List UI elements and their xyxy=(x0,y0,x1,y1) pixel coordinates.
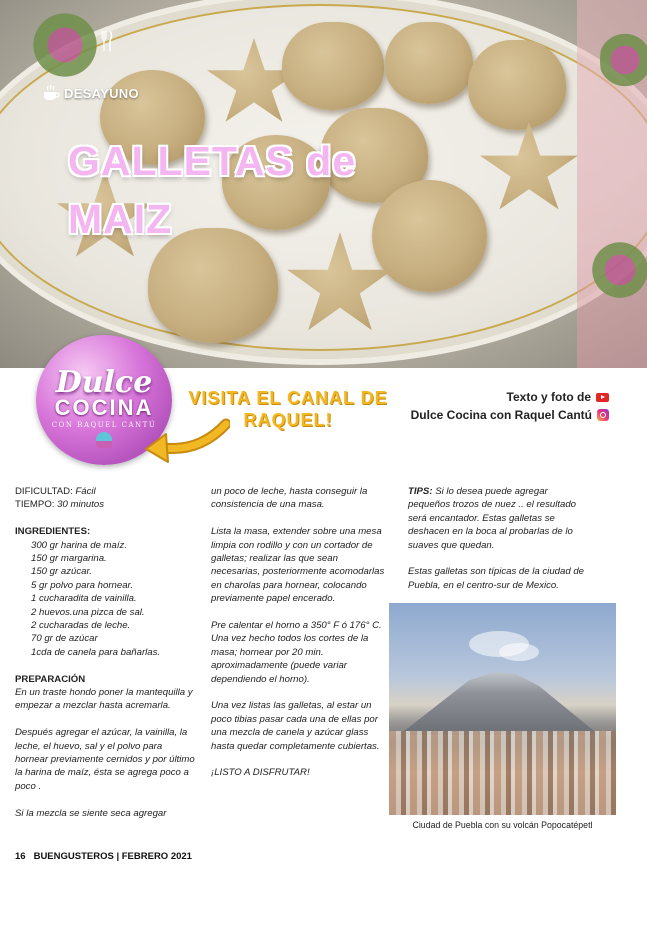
category-badge xyxy=(42,84,139,102)
tips-paragraph xyxy=(408,485,588,552)
credit-label: Texto y foto de xyxy=(506,390,591,404)
preparation-paragraph: Lista la masa, extender sobre una mesa limpia con rodillo y con un cortador de galletas; realizar las que sean necesarias, posteriormente acomodarlas en charolas para hornear, colocando previamente papel encerado. xyxy=(211,526,385,605)
publication-name: BUENGUSTEROS | FEBRERO 2021 xyxy=(33,851,192,862)
tips-paragraph: Estas galletas son típicas de la ciudad de Puebla, en el centro-sur de Mexico. xyxy=(408,566,584,591)
photo-cloud xyxy=(499,643,539,661)
fork-knife-icon xyxy=(100,30,114,52)
difficulty-value: Fácil xyxy=(75,486,96,497)
platter-flower-decoration xyxy=(600,20,647,100)
logo-text-cocina: COCINA xyxy=(54,395,154,420)
column-2 xyxy=(211,485,386,780)
ingredient-item: 70 gr de azúcar xyxy=(31,633,98,645)
tips-text: Si lo desea puede agregar pequeños trozos de nuez .. el resultado será encantador. Estas galletas se deshacen en la boca al probarlas de lo suaves que quedan. xyxy=(408,486,577,551)
ingredient-item: 2 huevos.una pizca de sal. xyxy=(31,606,145,618)
closing-line: ¡LISTO A DISFRUTAR! xyxy=(211,767,310,779)
logo-text-subtitle: CON RAQUEL CANTÚ xyxy=(51,421,157,429)
cupcake-icon xyxy=(96,432,112,448)
ingredient-item: 150 gr margarina. xyxy=(31,553,107,565)
logo-text-dulce: Dulce xyxy=(55,365,153,400)
preparation-paragraph: Si la mezcla se siente seca agregar xyxy=(15,807,167,819)
column-3 xyxy=(408,485,588,592)
difficulty-line xyxy=(15,485,195,498)
ingredient-item: 300 gr harina de maíz. xyxy=(31,539,127,551)
time-value: 30 minutos xyxy=(57,499,105,511)
preparation-paragraph: Una vez listas las galletas, al estar un poco tibias pasar cada una de ellas por una mezcla de canela y azúcar glass hasta quedar completamente cubiertas. xyxy=(211,700,380,752)
photo-credit xyxy=(411,388,609,424)
cookie xyxy=(372,180,487,292)
photo-city xyxy=(389,731,616,815)
youtube-icon[interactable] xyxy=(596,393,609,402)
photo-volcano xyxy=(399,665,599,735)
visit-channel-callout[interactable]: VISITA EL CANAL DE RAQUEL! xyxy=(188,388,388,430)
page-footer xyxy=(15,851,192,862)
column-1 xyxy=(15,485,195,820)
puebla-volcano-photo xyxy=(389,603,616,815)
preparation-paragraph: Pre calentar el horno a 350° F ó 176° C. Una vez hecho todos los cortes de la masa; hornear por 20 min. aproximadamente (puede variar dependiendo el horno). xyxy=(211,620,382,685)
ingredients-list xyxy=(15,539,195,660)
hero-photo xyxy=(0,0,647,368)
recipe-title xyxy=(68,132,356,248)
platter-flower-decoration xyxy=(590,230,647,310)
platter-flower-decoration xyxy=(20,10,110,80)
credit-author: Dulce Cocina con Raquel Cantú xyxy=(410,408,592,422)
cookie xyxy=(385,22,473,104)
time-label: TIEMPO: xyxy=(15,499,55,511)
photo-caption: Ciudad de Puebla con su volcán Popocatépetl xyxy=(412,820,593,830)
ingredient-item: 2 cucharadas de leche. xyxy=(31,620,131,632)
category-label: DESAYUNO xyxy=(64,85,139,101)
ingredient-item: 1cda de canela para bañarlas. xyxy=(31,646,161,658)
ingredient-item: 1 cucharadita de vainilla. xyxy=(31,593,137,605)
coffee-cup-icon xyxy=(42,84,60,102)
preparation-paragraph: un poco de leche, hasta conseguir la consistencia de una masa. xyxy=(211,486,368,511)
tips-label: TIPS: xyxy=(408,486,433,497)
title-line-2: MAIZ xyxy=(68,196,173,242)
page-number: 16 xyxy=(15,851,26,862)
time-line xyxy=(15,498,195,511)
preparation-paragraph: Después agregar el azúcar, la vainilla, la leche, el huevo, sal y el polvo para hornear previamente cernidos y por último la harina de maíz, ésta se agrega poco a poco . xyxy=(15,727,195,792)
preparation-heading: PREPARACIÓN xyxy=(15,673,86,685)
cookie xyxy=(468,40,566,130)
cookie xyxy=(282,22,384,110)
ingredients-heading: INGREDIENTES: xyxy=(15,526,91,538)
ingredient-item: 5 gr polvo para hornear. xyxy=(31,579,134,591)
preparation-paragraph: En un traste hondo poner la mantequilla y empezar a mezclar hasta acremarla. xyxy=(15,687,193,712)
title-line-1: GALLETAS de xyxy=(68,138,357,184)
ingredient-item: 150 gr azúcar. xyxy=(31,566,92,578)
difficulty-label: DIFICULTAD: xyxy=(15,486,73,497)
instagram-icon[interactable] xyxy=(597,409,609,421)
